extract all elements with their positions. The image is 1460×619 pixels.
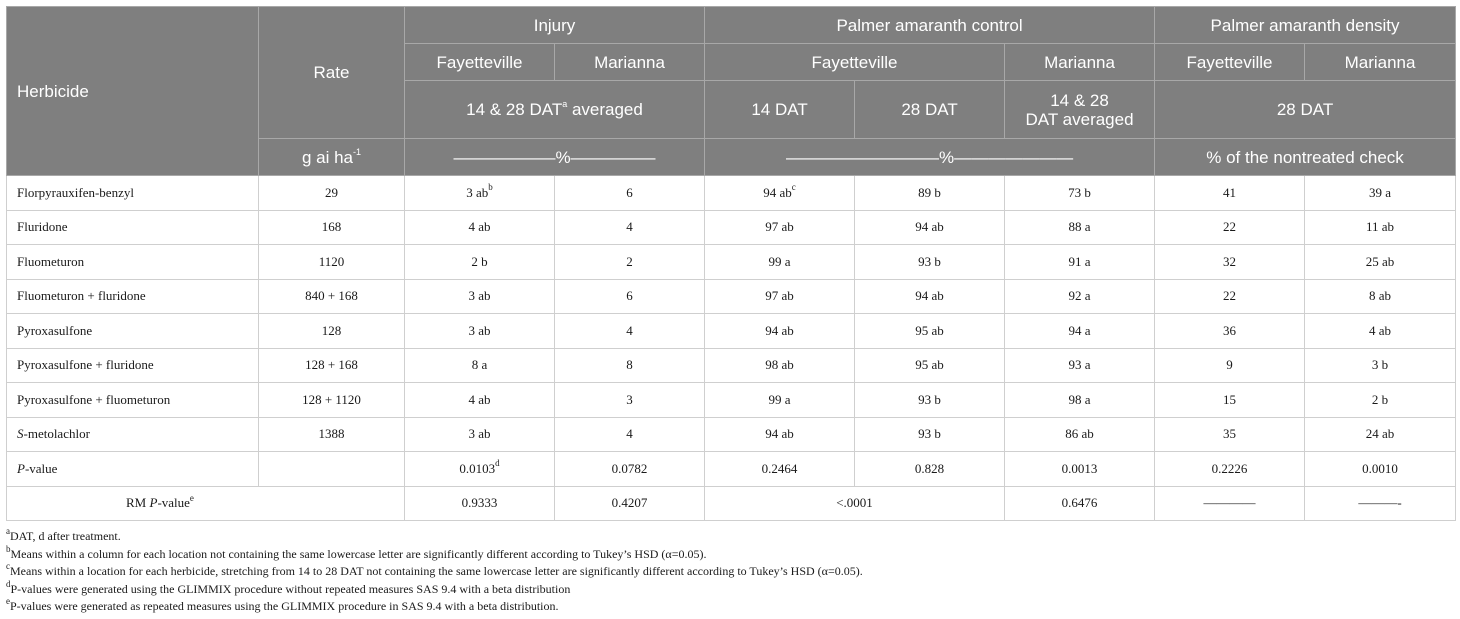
rm-d-m: ———- [1305,486,1456,521]
cell-density-fayetteville: 36 [1155,314,1305,349]
cell-injury-fayetteville: 3 ab [405,314,555,349]
table-row [7,383,1456,418]
cell-injury-marianna: 4 [555,417,705,452]
header-herbicide: Herbicide [7,7,259,176]
cell-control-marianna: 92 a [1005,279,1155,314]
cell-control-28dat: 93 b [855,417,1005,452]
herbicide-name: Florpyrauxifen-benzyl [7,176,259,211]
cell-density-fayetteville: 35 [1155,417,1305,452]
pvalue-inj-f: 0.0103$^d$ [405,452,555,487]
cell-injury-marianna: 6 [555,279,705,314]
rm-inj-m: 0.4207 [555,486,705,521]
cell-control-marianna: 86 ab [1005,417,1155,452]
cell-injury-fayetteville: 3 ab [405,279,555,314]
cell-rate: 29 [259,176,405,211]
header-control-fayetteville: Fayetteville [705,44,1005,81]
cell-injury-fayetteville: 3 $ab^b$ [405,176,555,211]
pvalue-c28: 0.828 [855,452,1005,487]
herbicide-name: Pyroxasulfone [7,314,259,349]
pvalue-d-f: 0.2226 [1155,452,1305,487]
cell-density-fayetteville: 15 [1155,383,1305,418]
header-injury: Injury [405,7,705,44]
footnotes [6,528,863,616]
cell-control-28dat: 89 b [855,176,1005,211]
pvalue-label: P-value [7,452,259,487]
cell-density-fayetteville: 9 [1155,348,1305,383]
cell-rate: 1388 [259,417,405,452]
header-control-marianna: Marianna [1005,44,1155,81]
pvalue-c14: 0.2464 [705,452,855,487]
rm-d-f: ———— [1155,486,1305,521]
cell-rate: 128 [259,314,405,349]
cell-density-marianna: 11 ab [1305,210,1456,245]
cell-injury-marianna: 3 [555,383,705,418]
pvalue-inj-m: 0.0782 [555,452,705,487]
cell-injury-marianna: 2 [555,245,705,280]
cell-control-marianna: 88 a [1005,210,1155,245]
header-density-marianna: Marianna [1305,44,1456,81]
cell-control-28dat: 95 ab [855,348,1005,383]
table-row [7,279,1456,314]
cell-injury-fayetteville: 4 ab [405,383,555,418]
cell-control-marianna: 98 a [1005,383,1155,418]
table-row [7,417,1456,452]
herbicide-name: Fluometuron [7,245,259,280]
cell-control-28dat: 93 b [855,245,1005,280]
cell-control-28dat: 94 ab [855,210,1005,245]
rm-control-f: <.0001 [705,486,1005,521]
pvalue-row [7,452,1456,487]
cell-density-fayetteville: 41 [1155,176,1305,211]
cell-density-fayetteville: 32 [1155,245,1305,280]
rm-pvalue-row [7,486,1456,521]
footnote: $^d$P-values were generated using the GLIMMIX procedure without repeated measures SAS 9.4 with a beta distribution [6,578,571,596]
cell-density-marianna: 3 b [1305,348,1456,383]
cell-density-marianna: 8 ab [1305,279,1456,314]
cell-control-14dat: 99 a [705,245,855,280]
footnote: $^e$P-values were generated as repeated measures using the GLIMMIX procedure in SAS 9.4 with a beta distribution. [6,596,559,613]
header-injury-marianna: Marianna [555,44,705,81]
header-density-unit: % of the nontreated check [1155,139,1456,176]
cell-control-14dat: 97 ab [705,279,855,314]
footnote: $^b$Means within a column for each location not containing the same lowercase letter are significantly different according to Tukey’s HSD (α=0.05). [6,543,707,561]
cell-injury-fayetteville: 4 ab [405,210,555,245]
header-control-unit: —————————%——————— [705,139,1155,176]
header-injury-fayetteville: Fayetteville [405,44,555,81]
table-row [7,176,1456,211]
header-density-period: 28 DAT [1155,81,1456,139]
cell-density-fayetteville: 22 [1155,210,1305,245]
cell-density-marianna: 39 a [1305,176,1456,211]
herbicide-name: S-metolachlor [7,417,259,452]
rm-cm: 0.6476 [1005,486,1155,521]
cell-injury-marianna: 4 [555,314,705,349]
cell-density-marianna: 25 ab [1305,245,1456,280]
cell-control-28dat: 95 ab [855,314,1005,349]
cell-density-fayetteville: 22 [1155,279,1305,314]
cell-control-marianna: 91 a [1005,245,1155,280]
cell-control-28dat: 93 b [855,383,1005,418]
results-table [6,6,1456,521]
table-row [7,348,1456,383]
header-rate: Rate [259,7,405,139]
pvalue-d-m: 0.0010 [1305,452,1456,487]
cell-injury-marianna: 8 [555,348,705,383]
cell-rate: 1120 [259,245,405,280]
cell-injury-fayetteville: 2 b [405,245,555,280]
header-control: Palmer amaranth control [705,7,1155,44]
cell-control-marianna: 93 a [1005,348,1155,383]
cell-control-14dat: 98 ab [705,348,855,383]
cell-rate: 128 + 168 [259,348,405,383]
table-row [7,210,1456,245]
cell-control-marianna: 94 a [1005,314,1155,349]
cell-density-marianna: 4 ab [1305,314,1456,349]
footnote: $^a$DAT, d after treatment. [6,526,121,543]
cell-control-14dat: 94 ab [705,314,855,349]
cell-injury-fayetteville: 3 ab [405,417,555,452]
pvalue-rate [259,452,405,487]
header-marianna-period: 14 & 28 DAT averaged [1005,81,1155,139]
header-density-fayetteville: Fayetteville [1155,44,1305,81]
header-28dat: 28 DAT [855,81,1005,139]
herbicide-name: Pyroxasulfone + fluometuron [7,383,259,418]
cell-control-marianna: 73 b [1005,176,1155,211]
rm-pvalue-label: RM P-value$^e$ [7,486,405,521]
cell-control-28dat: 94 ab [855,279,1005,314]
cell-control-14dat: 94 ab [705,417,855,452]
herbicide-name: Fluometuron + fluridone [7,279,259,314]
cell-injury-marianna: 6 [555,176,705,211]
rm-inj-f: 0.9333 [405,486,555,521]
cell-control-14dat: 97 ab [705,210,855,245]
herbicide-name: Pyroxasulfone + fluridone [7,348,259,383]
header-14dat: 14 DAT [705,81,855,139]
herbicide-name: Fluridone [7,210,259,245]
table-body [7,176,1456,521]
cell-injury-marianna: 4 [555,210,705,245]
footnote: $^c$Means within a location for each herbicide, stretching from 14 to 28 DAT not containing the same lowercase letter are significantly different according to Tukey’s HSD (α=0.05). [6,561,863,578]
table-row [7,245,1456,280]
cell-rate: 128 + 1120 [259,383,405,418]
cell-control-14dat: 94 $ab^c$ [705,176,855,211]
cell-density-marianna: 2 b [1305,383,1456,418]
cell-injury-fayetteville: 8 a [405,348,555,383]
cell-rate: 168 [259,210,405,245]
cell-rate: 840 + 168 [259,279,405,314]
cell-density-marianna: 24 ab [1305,417,1456,452]
cell-control-14dat: 99 a [705,383,855,418]
table-row [7,314,1456,349]
pvalue-cm: 0.0013 [1005,452,1155,487]
header-injury-unit: ——————%————— [405,139,705,176]
header-rate-unit: g ai $ha^{-1}$ [259,139,405,176]
header-injury-period: 14 & 28 DAT$^a$ averaged [405,81,705,139]
header-density: Palmer amaranth density [1155,7,1456,44]
